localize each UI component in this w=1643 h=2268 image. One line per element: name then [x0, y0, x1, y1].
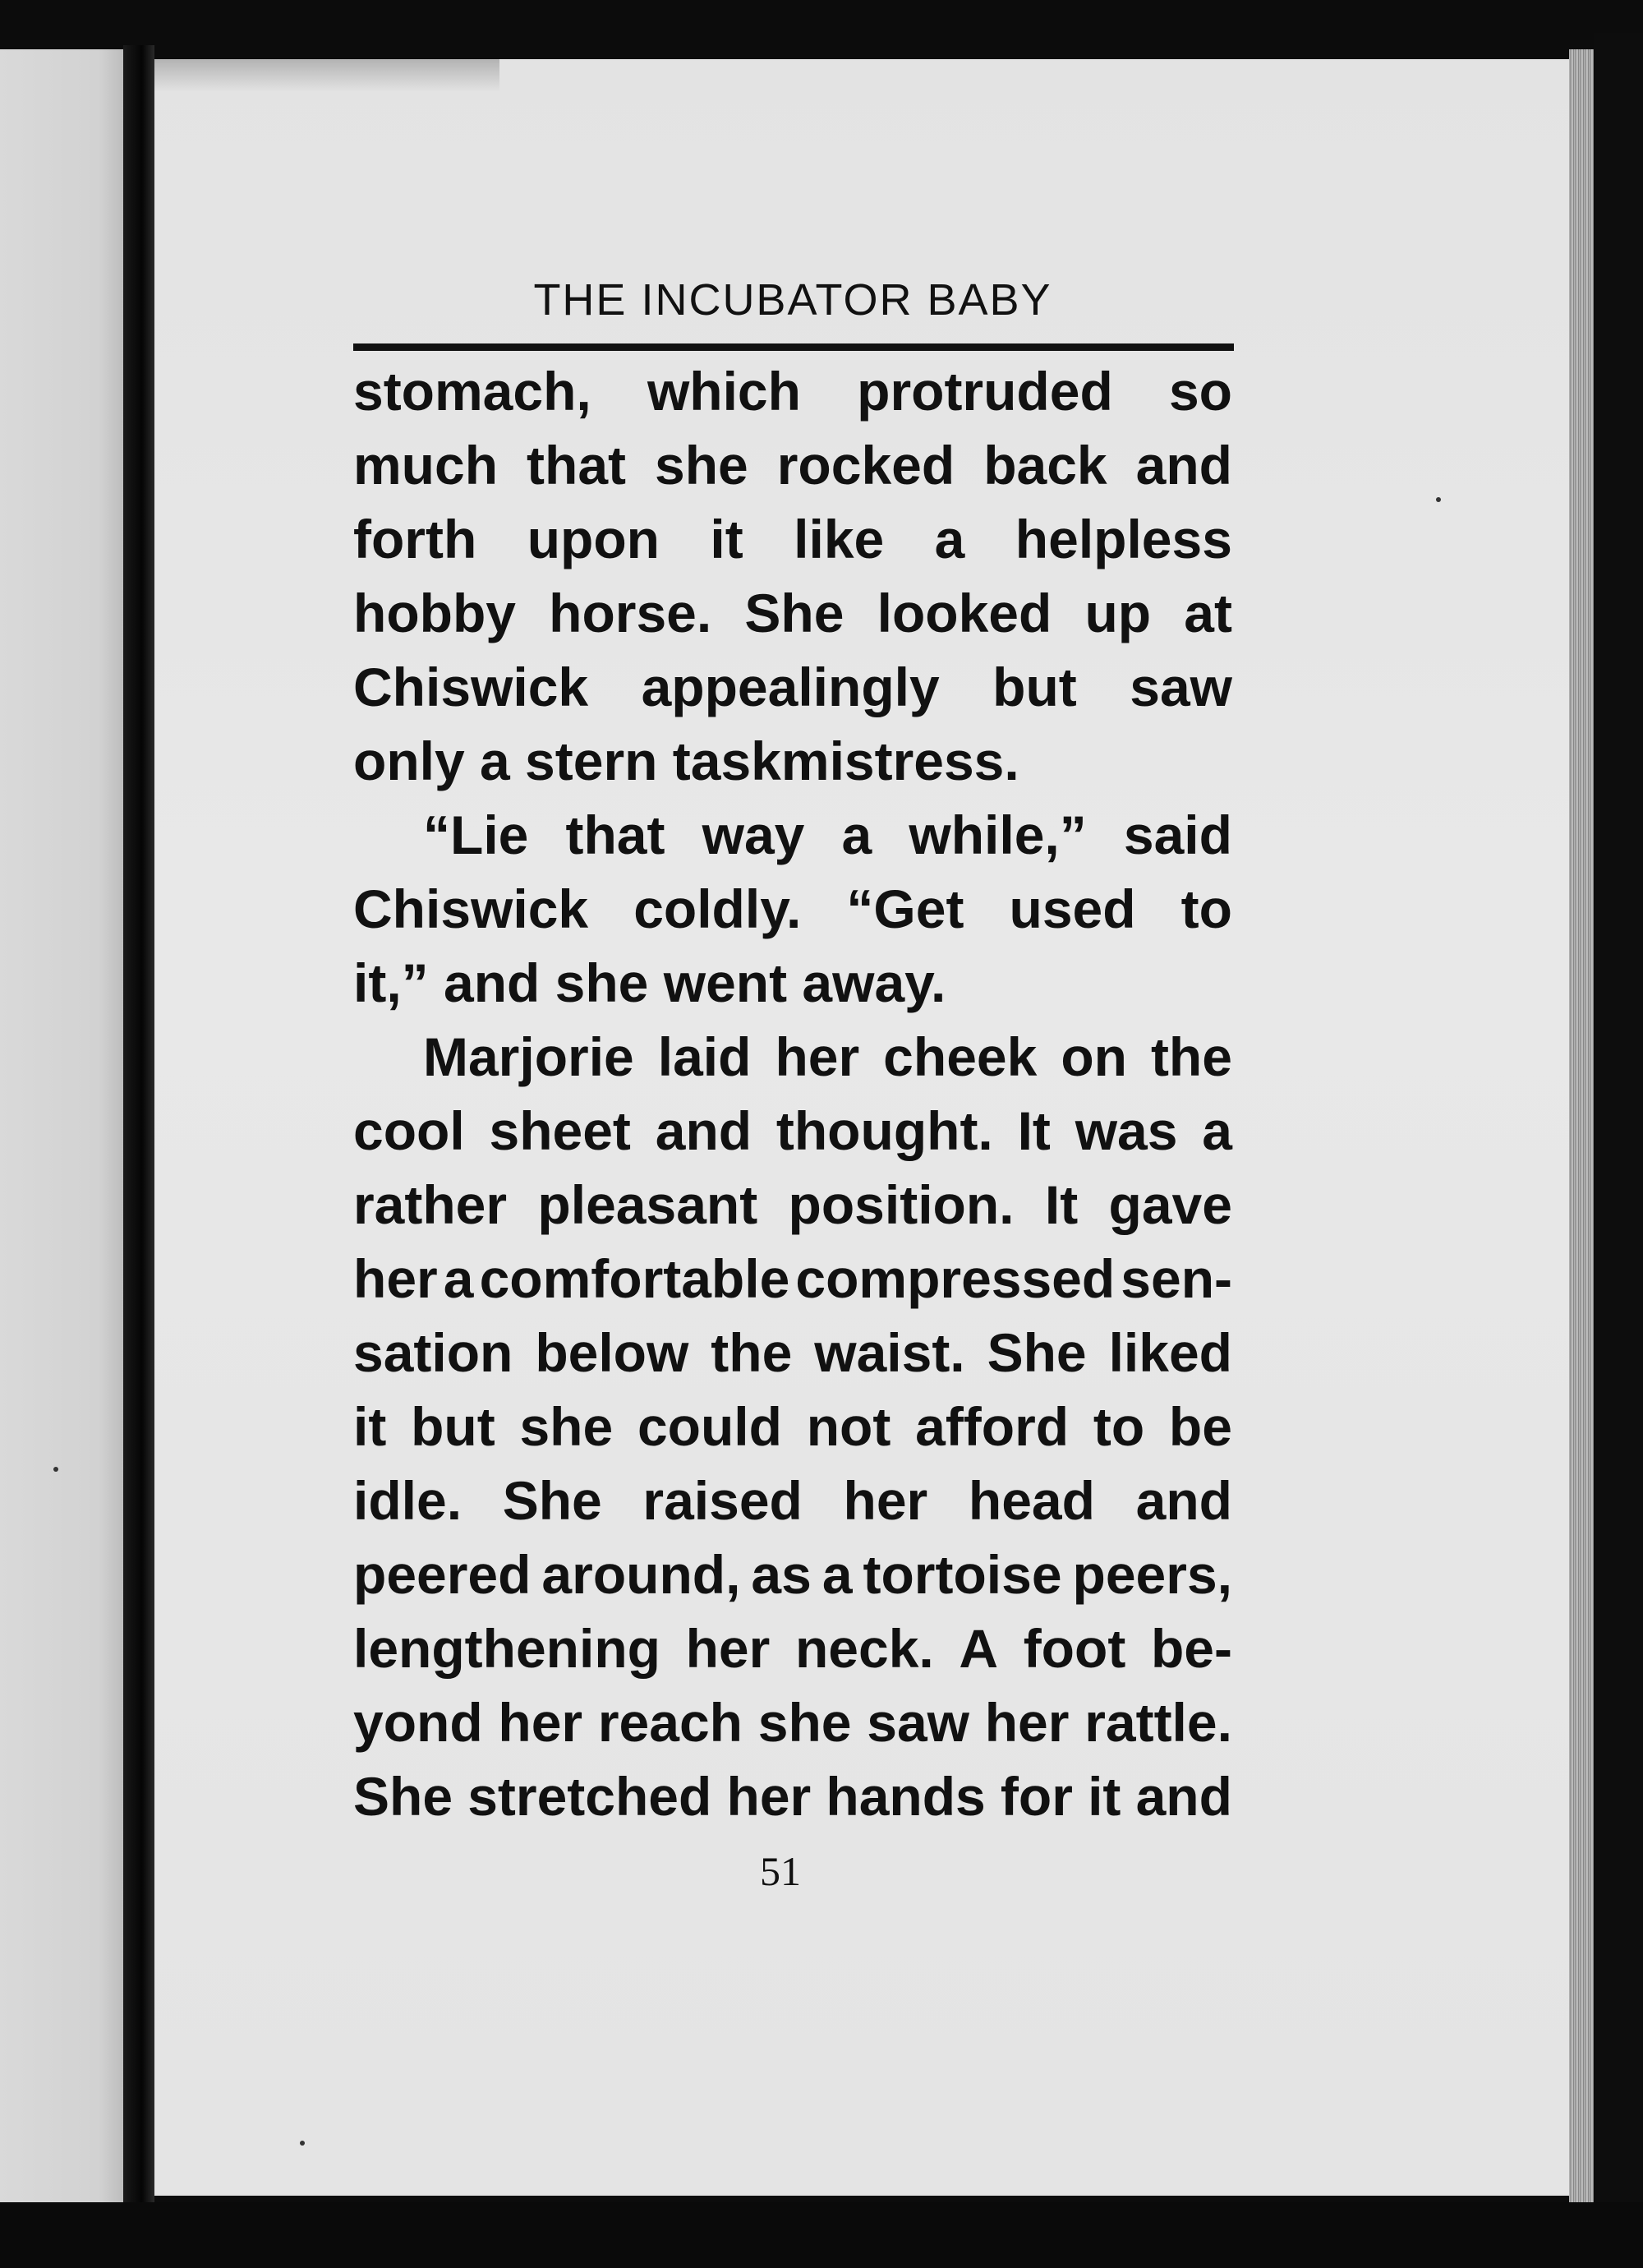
word: rattle.	[1084, 1692, 1232, 1753]
word: “Lie	[423, 804, 529, 865]
text-line	[353, 1168, 1232, 1242]
word: looked	[877, 583, 1052, 643]
word: saw	[867, 1692, 969, 1753]
word: a	[443, 1248, 474, 1309]
word: while,”	[909, 804, 1087, 865]
word: she	[655, 435, 748, 496]
word: not	[806, 1396, 891, 1457]
text-line	[353, 1685, 1232, 1759]
word: waist.	[814, 1322, 965, 1383]
word: much	[353, 435, 499, 496]
word: to	[1093, 1396, 1145, 1457]
word: but	[992, 657, 1077, 717]
word: and	[1135, 435, 1232, 496]
word: and	[655, 1100, 752, 1161]
word: peered	[353, 1544, 532, 1605]
word: that	[527, 435, 627, 496]
word: compressed	[795, 1248, 1116, 1309]
word: horse.	[549, 583, 712, 643]
word: a	[934, 509, 965, 569]
dust-speck	[53, 1467, 58, 1472]
scan-border-right	[1594, 33, 1643, 2268]
word: liked	[1108, 1322, 1232, 1383]
word: as	[751, 1544, 812, 1605]
word: used	[1009, 878, 1136, 939]
word: so	[1168, 361, 1232, 422]
word: her	[775, 1026, 860, 1087]
page-fore-edge	[1569, 49, 1594, 2219]
word: pleasant	[537, 1174, 758, 1235]
text-line	[353, 650, 1232, 724]
word: It	[1017, 1100, 1051, 1161]
word: sation	[353, 1322, 513, 1383]
word: it	[1088, 1766, 1121, 1827]
word: at	[1184, 583, 1232, 643]
word: She	[987, 1322, 1087, 1383]
word: Chiswick	[353, 657, 589, 717]
body-text	[353, 354, 1232, 1833]
page-shadow	[154, 59, 499, 92]
book-gutter	[123, 45, 154, 2215]
word: reach	[597, 1692, 743, 1753]
text-line	[353, 502, 1232, 576]
word: It	[1044, 1174, 1079, 1235]
word: and	[1135, 1766, 1232, 1827]
word: up	[1084, 583, 1152, 643]
text-line	[353, 428, 1232, 502]
word: it	[353, 1396, 387, 1457]
word: forth	[353, 509, 477, 569]
text-line	[353, 354, 1232, 428]
word: way	[702, 804, 805, 865]
word: stomach,	[353, 361, 591, 422]
word: her	[726, 1766, 812, 1827]
word: hobby	[353, 583, 516, 643]
page-number: 51	[760, 1848, 801, 1894]
word: coldly.	[633, 878, 802, 939]
word: position.	[788, 1174, 1015, 1235]
word: but	[411, 1396, 495, 1457]
text-line	[353, 1390, 1232, 1464]
word: on	[1061, 1026, 1127, 1087]
dust-speck	[300, 2141, 305, 2146]
text-line	[353, 1020, 1232, 1094]
text-line	[353, 1611, 1232, 1685]
word: “Get	[846, 878, 964, 939]
text-line	[353, 1537, 1232, 1611]
word: sheet	[489, 1100, 631, 1161]
dust-speck	[1436, 497, 1441, 502]
text-line	[353, 576, 1232, 650]
word: idle.	[353, 1470, 463, 1531]
word: cheek	[883, 1026, 1038, 1087]
text-line	[353, 1094, 1232, 1168]
word: cool	[353, 1100, 465, 1161]
word: be	[1168, 1396, 1232, 1457]
text-line	[353, 872, 1232, 946]
word: her	[685, 1618, 771, 1679]
word: like	[794, 509, 885, 569]
word: gave	[1108, 1174, 1232, 1235]
word: be-	[1150, 1618, 1232, 1679]
word: the	[1150, 1026, 1232, 1087]
word: a	[822, 1544, 853, 1605]
word: below	[535, 1322, 689, 1383]
word: raised	[642, 1470, 803, 1531]
text-line	[353, 1464, 1232, 1537]
word: the	[711, 1322, 793, 1383]
word: said	[1123, 804, 1232, 865]
word: peers,	[1072, 1544, 1232, 1605]
running-head: THE INCUBATOR BABY	[533, 275, 1052, 325]
word: Chiswick	[353, 878, 589, 939]
word: yond	[353, 1692, 483, 1753]
word: rather	[353, 1174, 508, 1235]
facing-page-edge	[0, 49, 123, 2210]
page-text-block	[353, 271, 1232, 1833]
word: saw	[1130, 657, 1232, 717]
word: sen-	[1121, 1248, 1232, 1309]
word: was	[1075, 1100, 1178, 1161]
word: hands	[826, 1766, 986, 1827]
word: appealingly	[641, 657, 940, 717]
word: which	[647, 361, 801, 422]
word: a	[1202, 1100, 1232, 1161]
header-rule	[353, 343, 1234, 351]
word: a	[841, 804, 872, 865]
word: thought.	[775, 1100, 993, 1161]
word: protruded	[857, 361, 1113, 422]
word: she	[519, 1396, 614, 1457]
word: A	[959, 1618, 999, 1679]
word: it	[710, 509, 743, 569]
word: around,	[541, 1544, 741, 1605]
word: helpless	[1015, 509, 1232, 569]
word: laid	[657, 1026, 752, 1087]
text-line	[353, 1759, 1232, 1833]
word: Marjorie	[423, 1026, 634, 1087]
word: could	[637, 1396, 782, 1457]
word: rocked	[776, 435, 955, 496]
word: stretched	[467, 1766, 712, 1827]
word: head	[968, 1470, 1095, 1531]
word: her	[353, 1248, 438, 1309]
word: she	[757, 1692, 852, 1753]
word: for	[1000, 1766, 1073, 1827]
word: her	[984, 1692, 1070, 1753]
word: She	[502, 1470, 602, 1531]
word: foot	[1023, 1618, 1126, 1679]
word: afford	[915, 1396, 1070, 1457]
word: back	[983, 435, 1107, 496]
word: her	[498, 1692, 583, 1753]
text-line: it,” and she went away.	[353, 952, 946, 1013]
word: her	[843, 1470, 928, 1531]
word: and	[1135, 1470, 1232, 1531]
scan-border-bottom	[0, 2202, 1643, 2268]
word: lengthening	[353, 1618, 660, 1679]
word: to	[1180, 878, 1232, 939]
word: She	[353, 1766, 453, 1827]
word: tortoise	[863, 1544, 1062, 1605]
text-line	[353, 1242, 1232, 1316]
word: upon	[527, 509, 660, 569]
word: neck.	[794, 1618, 934, 1679]
text-line	[353, 1316, 1232, 1390]
text-line	[353, 798, 1232, 872]
word: comfortable	[479, 1248, 790, 1309]
word: that	[565, 804, 665, 865]
text-line: only a stern taskmistress.	[353, 731, 1019, 791]
word: She	[744, 583, 845, 643]
